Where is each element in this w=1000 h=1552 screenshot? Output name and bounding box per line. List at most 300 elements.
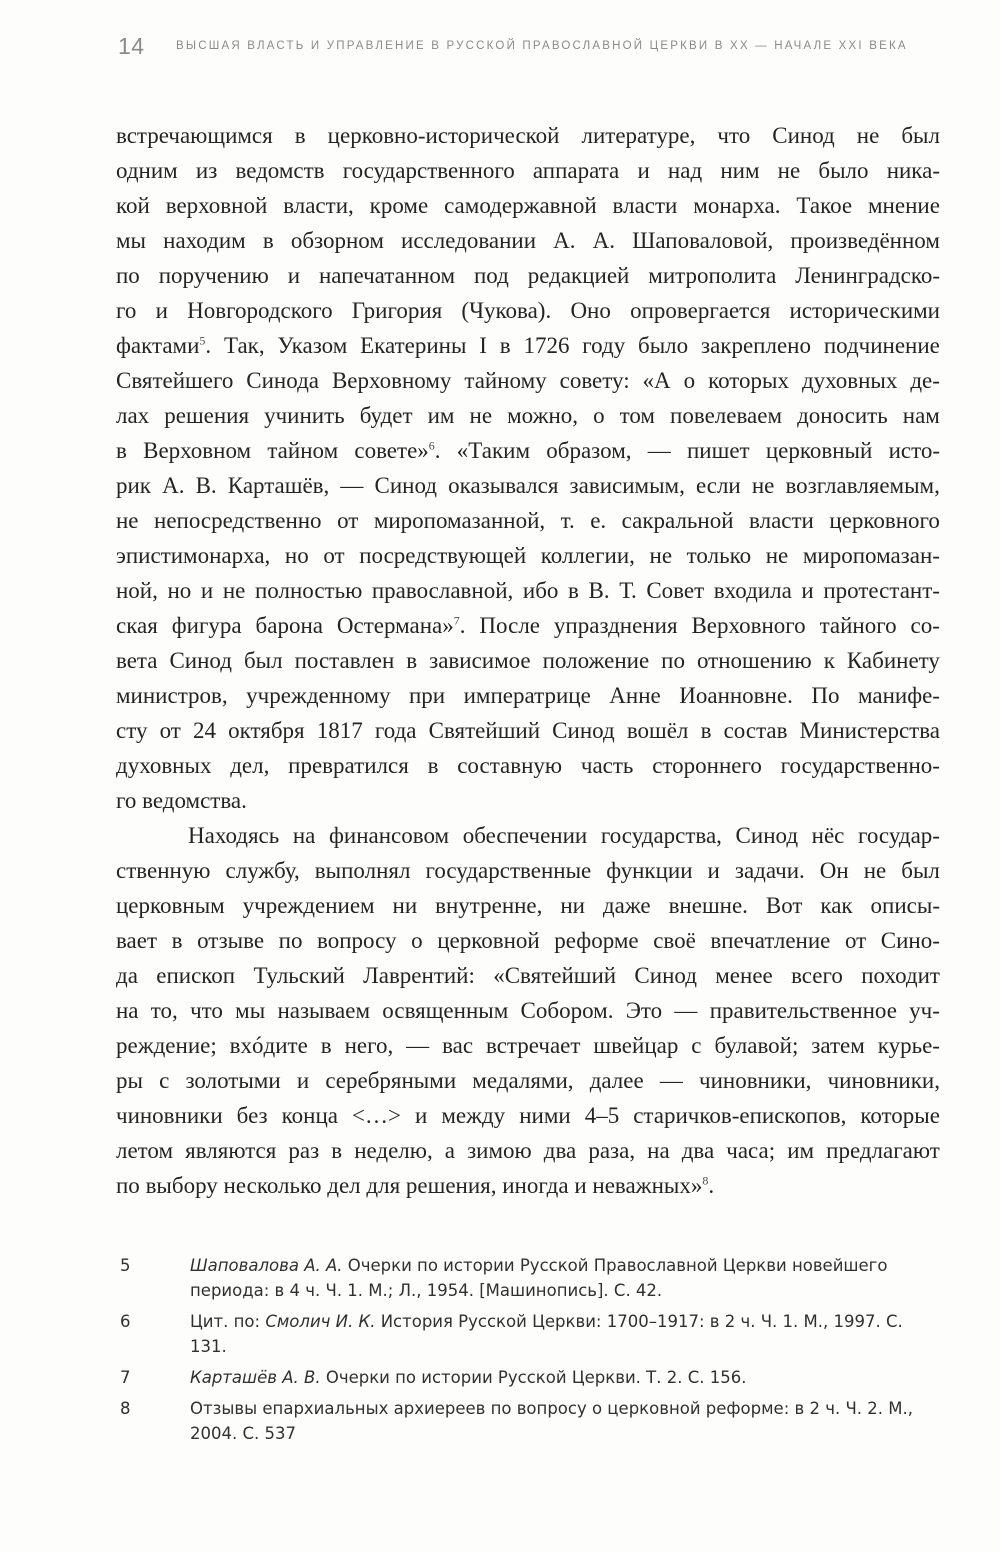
word: Карташёв, <box>227 473 330 498</box>
text-line <box>116 678 940 713</box>
word: е. <box>590 508 607 533</box>
word: манифе- <box>857 683 940 708</box>
word: реждение; <box>116 1033 217 1058</box>
word: императрице <box>463 683 591 708</box>
word: учрежденному <box>246 683 391 708</box>
word: возглавляемым, <box>785 473 940 498</box>
footnote-ref: 7 <box>453 613 460 628</box>
footnote-author: Шаповалова А. А. <box>190 1256 343 1275</box>
word: т. <box>560 508 575 533</box>
word: Остермана»$^7$. <box>336 613 466 638</box>
word: исследовании <box>401 228 537 253</box>
word: кроме <box>369 193 429 218</box>
word: закреплено <box>701 333 811 358</box>
word: стороннего <box>652 753 762 778</box>
footnote-citation: История Русской Церкви: 1700–1917: в 2 ч. Ч. 1. М., 1997. С. 131. <box>190 1312 903 1356</box>
word: — <box>406 1033 430 1058</box>
word: нёс <box>811 823 845 848</box>
word: и <box>415 1103 428 1128</box>
text-line <box>116 888 940 923</box>
word: Собором. <box>520 998 614 1023</box>
word: ибо <box>522 578 559 603</box>
word: булавой; <box>714 1033 799 1058</box>
word: о <box>411 928 423 953</box>
word: от <box>159 718 181 743</box>
word: и <box>574 1173 587 1198</box>
text-line <box>116 958 940 993</box>
word: государственные <box>425 858 592 883</box>
word: на <box>647 1138 670 1163</box>
word: Синод <box>374 473 438 498</box>
word: произведённом <box>790 228 940 253</box>
word: епископ <box>156 963 236 988</box>
word: — <box>674 998 698 1023</box>
word: ская <box>116 613 158 638</box>
word: о <box>593 403 605 428</box>
paragraph <box>116 818 940 1203</box>
word: ними <box>519 1103 571 1128</box>
word: и <box>637 158 650 183</box>
word: лах <box>116 403 150 428</box>
text-line <box>116 328 940 363</box>
text-line <box>116 398 940 433</box>
word: как <box>820 893 853 918</box>
word: Находясь <box>188 823 280 848</box>
word: эпистимонарха, <box>116 543 271 568</box>
word: Синод <box>169 648 232 673</box>
text-line <box>116 503 940 538</box>
footnote-ref: 6 <box>428 438 435 453</box>
word: со- <box>910 613 940 638</box>
word: часть <box>580 753 634 778</box>
text-line <box>116 1098 940 1133</box>
running-head <box>118 28 948 64</box>
word: обзорном <box>290 228 384 253</box>
footnote-citation: Очерки по истории Русской Православной Церкви новейшего периода: в 4 ч. Ч. 1. М.; Л., 1954. [Машинопись]. С. 42. <box>190 1256 888 1300</box>
word: от <box>323 543 345 568</box>
word: им <box>787 1138 815 1163</box>
word: между <box>441 1103 506 1128</box>
word: оказывался <box>448 473 559 498</box>
word: ведомств <box>235 158 325 183</box>
text-line <box>116 783 940 818</box>
word: в <box>262 228 274 253</box>
word: зависимым, <box>569 473 685 498</box>
text-line <box>116 713 940 748</box>
word: то, <box>150 998 178 1023</box>
text-line <box>116 538 940 573</box>
word: церковный <box>765 438 873 463</box>
word: зависимое <box>429 648 531 673</box>
word: церковно-исторической <box>327 123 560 148</box>
word: в <box>406 648 418 673</box>
word: с <box>159 1068 170 1093</box>
word: православной, <box>371 578 514 603</box>
word: не <box>469 403 493 428</box>
word: в <box>427 753 439 778</box>
word: <…> <box>352 1103 401 1128</box>
word: посредствующей <box>359 543 527 568</box>
word: не <box>751 473 775 498</box>
word: духовных <box>116 753 212 778</box>
word: при <box>408 683 446 708</box>
text-line <box>116 258 940 293</box>
word: в <box>171 928 183 953</box>
word: Такое <box>796 193 853 218</box>
word: напечатанном <box>318 263 456 288</box>
word: был <box>901 123 940 148</box>
word: повелеваем <box>670 403 783 428</box>
word: всего <box>791 963 843 988</box>
word: швейцар <box>593 1033 679 1058</box>
word: — <box>647 438 671 463</box>
word: состав <box>723 718 788 743</box>
word: Оно <box>570 298 611 323</box>
word: редакцией <box>527 263 630 288</box>
footnote <box>120 1365 940 1390</box>
footnote-text <box>190 1396 940 1446</box>
word: по <box>278 928 303 953</box>
word: был <box>901 858 940 883</box>
word: внутренне, <box>435 893 543 918</box>
word: решения <box>164 403 250 428</box>
word: положение <box>542 648 650 673</box>
word: и <box>801 578 814 603</box>
word: Указом <box>277 333 348 358</box>
word: 1817 <box>316 718 363 743</box>
word: да <box>116 963 138 988</box>
word: Святейшего <box>116 368 234 393</box>
word: кой <box>116 193 150 218</box>
word: но <box>284 543 309 568</box>
word: отношению <box>696 648 812 673</box>
word: далее <box>589 1068 644 1093</box>
word: часа; <box>726 1138 776 1163</box>
word: доносить <box>797 403 888 428</box>
word: церковным <box>116 893 225 918</box>
word: называем <box>277 998 371 1023</box>
word: Верховном <box>143 438 252 463</box>
word: одним <box>116 158 178 183</box>
word: только <box>686 543 752 568</box>
word: было <box>818 158 869 183</box>
word: «А <box>642 368 671 393</box>
text-line <box>116 363 940 398</box>
word: октября <box>228 718 305 743</box>
word: им <box>427 403 455 428</box>
word: года <box>374 718 417 743</box>
word: барона <box>255 613 323 638</box>
word: золотыми <box>185 1068 281 1093</box>
word: церковного <box>829 508 940 533</box>
word: Екатерины <box>360 333 467 358</box>
word: в <box>331 1138 343 1163</box>
word: подчинение <box>823 333 940 358</box>
footnote-number: 8 <box>120 1399 131 1418</box>
word: вхóдите <box>229 1033 308 1058</box>
footnote-ref: 8 <box>702 1173 709 1188</box>
word: де- <box>910 368 940 393</box>
word: два <box>543 1138 577 1163</box>
word: Синод <box>634 963 697 988</box>
word: Т. <box>619 578 637 603</box>
word: власти <box>612 193 678 218</box>
word: Вот <box>765 893 803 918</box>
word: миропомазанной, <box>373 508 546 533</box>
word: ственную <box>116 858 211 883</box>
word: совету: <box>559 368 630 393</box>
word: После <box>479 613 540 638</box>
footnotes <box>120 1253 940 1452</box>
footnote-number: 6 <box>120 1312 131 1331</box>
word: мнение <box>868 193 940 218</box>
word: зимою <box>467 1138 532 1163</box>
word: можно, <box>507 403 579 428</box>
word: по <box>116 263 140 288</box>
word: даже <box>602 893 651 918</box>
word: летом <box>116 1138 174 1163</box>
word: а <box>444 1138 456 1163</box>
word: государственного <box>342 158 515 183</box>
word: тайному <box>464 368 547 393</box>
word: задачи. <box>734 858 805 883</box>
word: реформе <box>554 928 639 953</box>
word: государственно- <box>780 753 940 778</box>
word: году <box>582 333 626 358</box>
word: полностью <box>254 578 363 603</box>
footnote-author: Карташёв А. В. <box>190 1368 321 1387</box>
word: не <box>863 858 887 883</box>
word: не <box>649 543 673 568</box>
text-line <box>116 223 940 258</box>
footnote <box>120 1396 940 1446</box>
text-line <box>116 1028 940 1063</box>
word: Верховного <box>691 613 806 638</box>
word: в <box>116 438 127 463</box>
word: менее <box>715 963 773 988</box>
word: Кабинету <box>846 648 940 673</box>
word: Анне <box>609 683 661 708</box>
word: и <box>296 1068 310 1093</box>
word: поручению <box>158 263 269 288</box>
text-line <box>116 468 940 503</box>
word: в <box>294 123 306 148</box>
word: дел, <box>230 753 270 778</box>
word: го <box>116 298 137 323</box>
running-title: ВЫСШАЯ ВЛАСТЬ И УПРАВЛЕНИЕ В РУССКОЙ ПРАВОСЛАВНОЙ ЦЕРКВИ В XX — НАЧАЛЕ XXI ВЕКА <box>176 40 908 52</box>
text-line <box>116 993 940 1028</box>
word: мы <box>116 228 147 253</box>
text-line <box>116 118 940 153</box>
word: (Чукова). <box>461 298 552 323</box>
word: «Таким <box>456 438 531 463</box>
word: I <box>479 333 487 358</box>
word: не <box>765 543 789 568</box>
word: являются <box>185 1138 277 1163</box>
word: вает <box>116 928 158 953</box>
word: и <box>707 858 720 883</box>
text-line <box>116 1168 940 1203</box>
word: том <box>619 403 655 428</box>
word: и <box>287 263 301 288</box>
footnote-citation: Отзывы епархиальных архиереев по вопросу о церковной реформе: в 2 ч. Ч. 2. М., 2004. С. 537 <box>190 1399 913 1443</box>
word: нам <box>902 403 940 428</box>
word: к <box>823 648 835 673</box>
word: Так, <box>223 333 265 358</box>
word: вопросу <box>317 928 397 953</box>
word: мы <box>235 998 266 1023</box>
word: что <box>190 998 223 1023</box>
word: отзыве <box>197 928 265 953</box>
word: не <box>222 578 246 603</box>
word: впечатление <box>710 928 831 953</box>
footnote-author: Смолич И. К. <box>265 1312 376 1331</box>
word: чиновники, <box>827 1068 940 1093</box>
word: выбору <box>145 1173 218 1198</box>
footnote-citation: Очерки по истории Русской Церкви. Т. 2. С. 156. <box>320 1368 747 1387</box>
word: него, <box>344 1033 394 1058</box>
text-line <box>116 1133 940 1168</box>
word: но <box>167 578 192 603</box>
word: митрополита <box>648 263 777 288</box>
word: без <box>236 1103 268 1128</box>
word: ной, <box>116 578 158 603</box>
word: не <box>116 508 139 533</box>
word: курье- <box>877 1033 940 1058</box>
word: В. <box>588 578 610 603</box>
word: По <box>811 683 840 708</box>
word: литературе, <box>581 123 696 148</box>
word: под <box>473 263 509 288</box>
word: по <box>116 1173 140 1198</box>
word: было <box>638 333 689 358</box>
word: Григория <box>351 298 443 323</box>
footnote-text <box>190 1309 940 1359</box>
word: власти <box>749 508 814 533</box>
word: — <box>659 1068 683 1093</box>
word: серебряными <box>325 1068 457 1093</box>
word: непосредственно <box>154 508 322 533</box>
word: составную <box>457 753 563 778</box>
word: конца <box>281 1103 339 1128</box>
word: ры <box>116 1068 143 1093</box>
footnote-ref: 5 <box>199 333 206 348</box>
text-line <box>116 608 940 643</box>
word: своё <box>653 928 696 953</box>
word: тайного <box>819 613 897 638</box>
word: ни <box>392 893 418 918</box>
page-number: 14 <box>118 32 145 59</box>
word: в <box>568 578 579 603</box>
word: вошёл <box>626 718 689 743</box>
text-line <box>116 1063 940 1098</box>
word: образом, <box>546 438 632 463</box>
word: входила <box>713 578 792 603</box>
word: в <box>700 718 712 743</box>
word: 4–5 <box>584 1103 620 1128</box>
paragraph <box>116 118 940 818</box>
word: Лаврентий: <box>363 963 475 988</box>
word: встречает <box>486 1033 581 1058</box>
footnote-text <box>190 1365 940 1390</box>
word: Тульский <box>253 963 345 988</box>
word: Совет <box>646 578 705 603</box>
word: дел <box>327 1173 361 1198</box>
word: миропомазан- <box>802 543 940 568</box>
word: ника- <box>886 158 940 183</box>
word: из <box>195 158 218 183</box>
word: протестант- <box>823 578 940 603</box>
word: над <box>667 158 703 183</box>
text-line <box>116 293 940 328</box>
word: походит <box>861 963 940 988</box>
footnote-prefix: Цит. по: <box>190 1312 266 1331</box>
text-line <box>116 818 940 853</box>
word: в <box>499 333 511 358</box>
word: если <box>695 473 741 498</box>
word: превратился <box>288 753 409 778</box>
word: вета <box>116 648 158 673</box>
text-line <box>116 643 940 678</box>
word: тайном <box>267 438 339 463</box>
word: и <box>155 298 168 323</box>
word: уч- <box>909 998 940 1023</box>
word: правительственное <box>709 998 897 1023</box>
footnote <box>120 1253 940 1303</box>
word: несколько <box>223 1173 322 1198</box>
word: что <box>717 123 751 148</box>
text-line <box>116 153 940 188</box>
word: Синод <box>552 718 615 743</box>
word: государства, <box>600 823 722 848</box>
word: по <box>661 648 685 673</box>
word: Иоанновне. <box>679 683 793 708</box>
word: описы- <box>870 893 940 918</box>
word: министров, <box>116 683 228 708</box>
word: власти, <box>283 193 354 218</box>
word: иногда <box>502 1173 569 1198</box>
word: неделю, <box>354 1138 433 1163</box>
word: В. <box>195 473 217 498</box>
word: упразднения <box>553 613 678 638</box>
word: которые <box>860 1103 940 1128</box>
word: коллегии, <box>540 543 635 568</box>
word: совете»$^6$. <box>354 438 441 463</box>
word: финансовом <box>329 823 450 848</box>
word: освященным <box>382 998 509 1023</box>
footnote <box>120 1309 940 1359</box>
word: обеспечении <box>462 823 588 848</box>
footnote-text <box>190 1253 940 1303</box>
word: чиновники, <box>699 1068 812 1093</box>
word: затем <box>811 1033 865 1058</box>
text-line <box>116 853 940 888</box>
word: встречающимся <box>116 123 273 148</box>
word: Ленинградско- <box>795 263 940 288</box>
word: Это <box>625 998 663 1023</box>
word: предлагают <box>826 1138 940 1163</box>
word: фактами$^5$. <box>116 333 212 358</box>
word: не <box>777 158 801 183</box>
text-line <box>116 923 940 958</box>
word: старичков-епископов, <box>633 1103 847 1128</box>
word: историческими <box>789 298 940 323</box>
word: Синод <box>735 823 799 848</box>
word: — <box>340 473 364 498</box>
word: монарха. <box>693 193 781 218</box>
word: духовных <box>801 368 898 393</box>
word: находим <box>163 228 246 253</box>
